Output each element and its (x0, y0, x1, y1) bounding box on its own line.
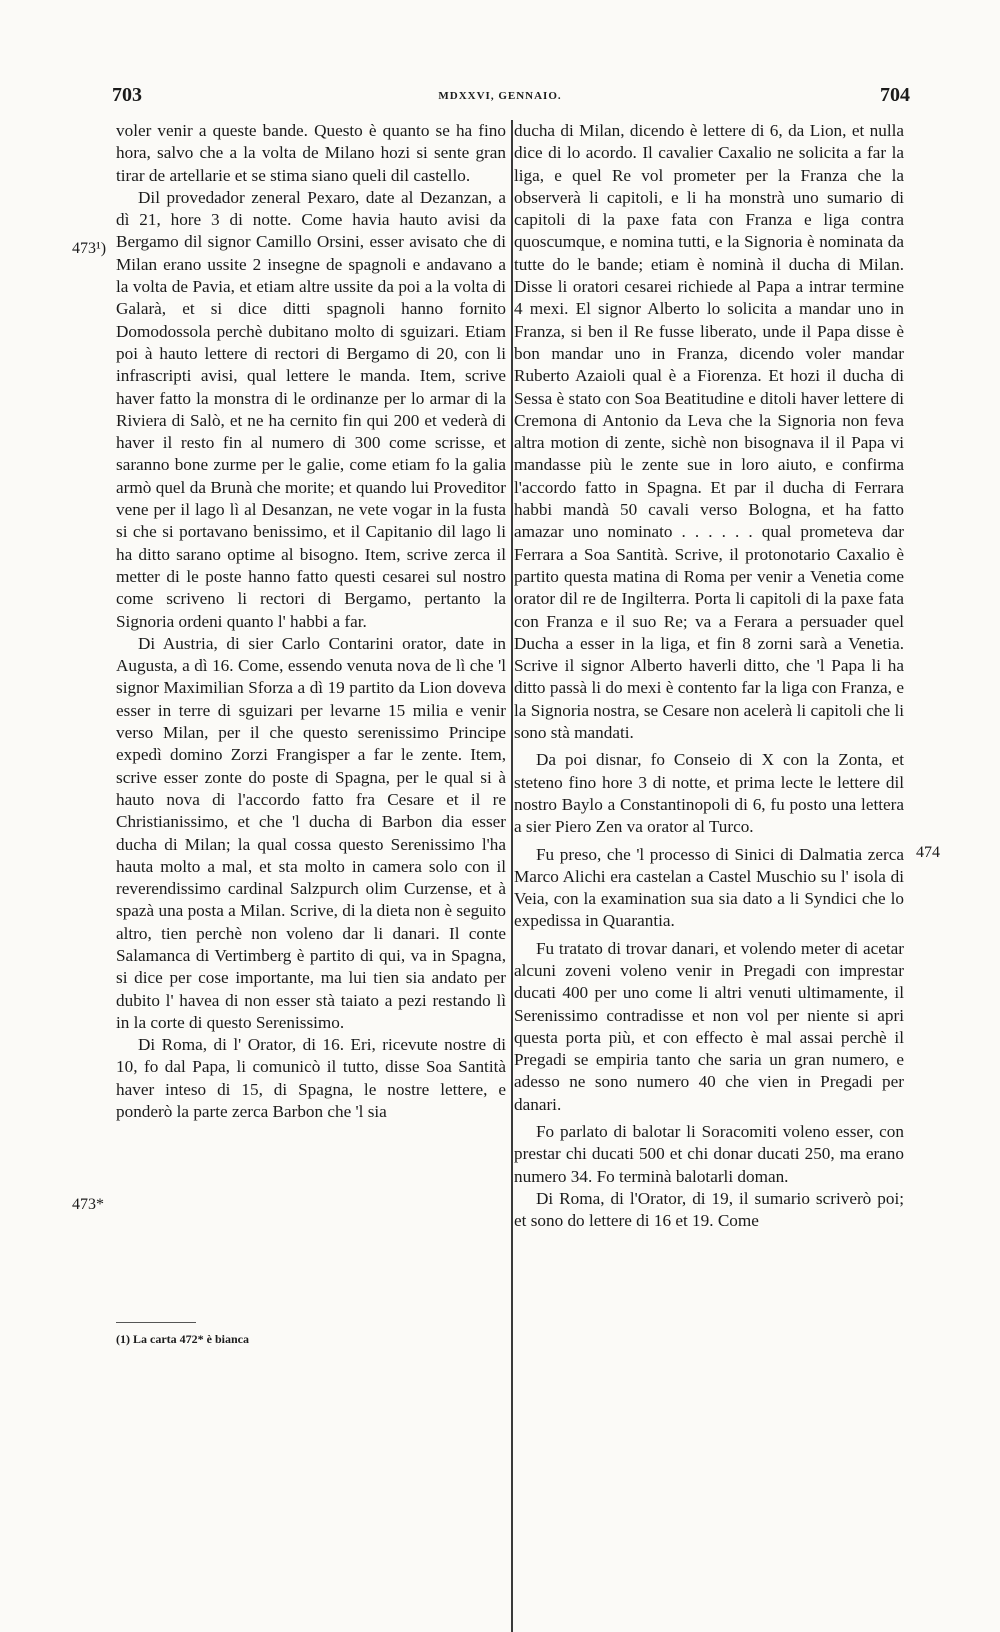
paragraph: voler venir a queste bande. Questo è quanto se ha fino hora, salvo che a la volta de Milano hozi si sente gran tirar de artellarie et se stima siano queli dil castello. (116, 121, 506, 185)
paragraph: Dil provedador zeneral Pexaro, date al Dezanzan, a dì 21, hore 3 di notte. Come havia hauto avisi da Bergamo dil signor Camillo Orsini, esser avisato che di Milan erano ussite 2 insegne de spagnoli e andavano a la volta de Pavia, et etiam altre ussite da poi a la volta di Galarà, et si dice ditti spagnoli hanno fornito Domodossola perchè dubitano molto di sguizari. Etiam poi à hauto lettere di rectori di Bergamo di 20, con li infrascripti avisi, qual lettere le manda. Item, scrive haver fatto la monstra di le ordinanze per lo armar di la Riviera di Salò, et ne ha cernito fin qui 200 et vederà di haver il resto fin al numero di 300 come scrisse, et saranno bone zurme per le galie, come etiam fo la galia armò quel da Brunà che morite; et quando lui Proveditor vene per il lago lì al Desanzan, ne vete vogar in la fusta si che si portavano benissimo, et il Capitanio dil lago li ha ditto sarano optime al bisogno. Item, scrive zerca il metter di le poste hanno fatto questi cesarei sul nostro come scriveno li rectori di Bergamo, pertanto la Signoria ordeni quanto l' habbi a far. (116, 187, 506, 631)
column-divider (511, 120, 513, 1632)
margin-note-473-star: 473* (72, 1196, 104, 1213)
right-page-number: 704 (880, 84, 910, 106)
margin-note-473-1: 473¹) (72, 240, 107, 257)
paragraph: Di Roma, di l'Orator, di 19, il sumario scriverò poi; et sono do lettere di 16 et 19. Come (514, 1188, 904, 1231)
margin-note-474: 474 (916, 844, 940, 861)
left-page-number: 703 (112, 84, 142, 106)
left-column (116, 120, 506, 1123)
running-title: MDXXVI, GENNAIO. (438, 90, 562, 102)
paragraph: ducha di Milan, dicendo è lettere di 6, da Lion, et nulla dice di lo acordo. Il cavalier Caxalio ne solicita a far la liga, e quel Re vol prometer per la Franza che la observerà li capitoli, e li ha monstrà uno sumario di capitoli di la paxe fata con Franza e liga contra quoscumque, e nomina tutti, e la Signoria è nominata da tutte do le bande; etiam è nominà il ducha di Milan. Disse li oratori cesarei richiede al Papa a intrar termine 4 mexi. El signor Alberto lo solicita a mandar uno in Franza, si ben il Re fusse liberato, unde il Papa disse è bon mandar uno in Franza, dicendo voler mandar Ruberto Azaioli qual è a Fiorenza. Et hozi il ducha di Sessa è stato con Soa Beatitudine e ditoli haver lettere di Cremona di Antonio da Leva che la Signoria non feva altra motion di zente, sichè non bisognava il il Papa vi mandasse più le zente sue in loro aiuto, e confirma l'accordo fatto in Spagna. Et par il ducha di Ferrara habbi mandà 50 cavali verso Bologna, et ha fatto amazar uno nominato . . . . . . qual prometeva dar Ferrara a Soa Santità. Scrive, il protonotario Caxalio è partito questa matina di Roma per venir a Venetia come orator dil re de Ingilterra. Porta li capitoli di la paxe fata con Franza e il suo Re; va a Ferara a persuader quel Ducha a esser in la liga, et fin 8 zorni sarà a Venetia. Scrive il signor Alberto haverli ditto, che 'l Papa li ha ditto passà li do mexi è contento far la liga con Franza, e la Signoria nostra, se Cesare non acelerà li capitoli che li sono stà mandati. (514, 121, 904, 743)
paragraph: Di Austria, di sier Carlo Contarini orator, date in Augusta, a dì 16. Come, essendo venuta nova de lì che 'l signor Maximilian Sforza a dì 19 partito da Lion doveva esser in terre di sguizari per levarne 15 milia e venir verso Milan, per il che questo serenissimo Principe expedì domino Zorzi Frangisper a far le zente. Item, scrive esser zonte do poste di Spagna, per le qual si à hauto nova di l'accordo fatto fra Cesare et il re Christianissimo, et che 'l ducha di Barbon dia esser ducha di Milan; la qual cossa questo Serenissimo l'ha hauta molto a mal, et sta molto in camera solo con il reverendissimo cardinal Salzpurch olim Curzense, et à spazà una posta a Milan. Scrive, di la dieta non è seguito altro, tien perchè non voleno dar li danari. Il conte Salamanca di Vertimberg è partito di qui, va in Spagna, si dice per cose importante, ma lui tien sia andato per dubito l' havea di non esser stà taiato a pezi restando lì in la corte di questo Serenissimo. (116, 633, 506, 1032)
page-header (0, 84, 1000, 114)
paragraph: Fo parlato di balotar li Soracomiti voleno esser, con prestar chi ducati 500 et chi donar ducati 250, ma erano numero 34. Fo terminà balotarli doman. (514, 1122, 904, 1186)
paragraph: Di Roma, di l' Orator, di 16. Eri, ricevute nostre di 10, fo dal Papa, li comunicò il tutto, disse Soa Santità haver inteso di 15, di Spagna, le nostre lettere, e ponderò la parte zerca Barbon che 'l sia (116, 1035, 506, 1122)
paragraph: Fu tratato di trovar danari, et volendo meter di acetar alcuni zoveni voleno venir in Pregadi con imprestar ducati 400 per uno come li altri venuti ultimamente, il Serenissimo contradisse et non vol per niente si apri questa porta più, et con effecto è mal assai perchè il Pregadi se empiria tanto che saria un gran numero, e adesso ne sono numero 40 che vien in Pregadi per danari. (514, 938, 904, 1114)
right-column (514, 120, 904, 1233)
paragraph: Fu preso, che 'l processo di Sinici di Dalmatia zerca Marco Alichi era castelan a Castel Muschio su l' isola di Veia, con la examination sua sia dato a li Syndici che lo expedissa in Quarantia. (514, 844, 904, 931)
footnote-rule (116, 1322, 196, 1323)
paragraph: Da poi disnar, fo Conseio di X con la Zonta, et steteno fino hore 3 di notte, et prima lecte le lettere dil nostro Baylo a Constantinopoli di 6, fu posto una lettera a sier Piero Zen va orator al Turco. (514, 750, 904, 837)
footnote: (1) La carta 472* è bianca (116, 1332, 249, 1346)
